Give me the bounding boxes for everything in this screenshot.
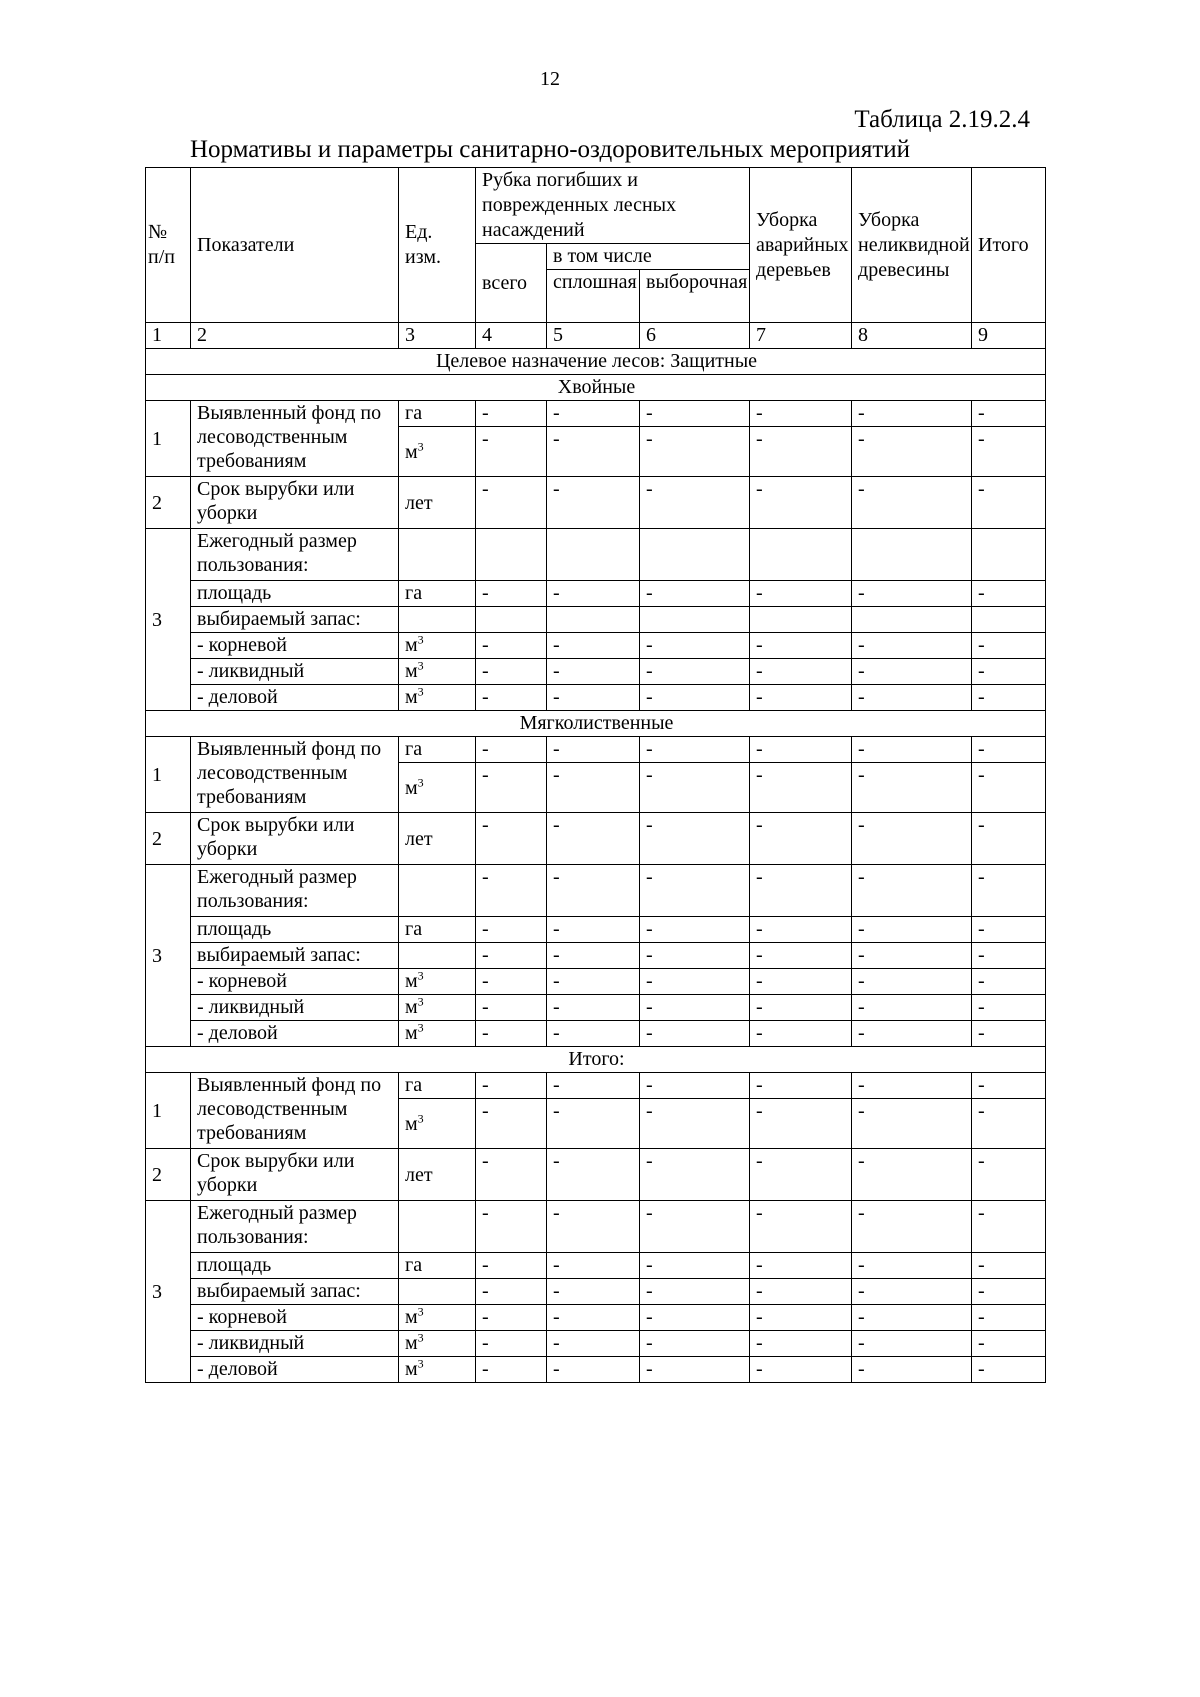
value-cell: - (640, 659, 750, 685)
value-cell: - (852, 477, 972, 529)
value-cell: - (640, 427, 750, 477)
row-number: 1 (146, 1073, 191, 1149)
value-cell: - (476, 685, 547, 711)
value-cell: - (547, 1149, 640, 1201)
value-cell: - (476, 1201, 547, 1253)
value-cell: - (972, 995, 1046, 1021)
page-number: 12 (540, 68, 560, 90)
value-cell: - (640, 477, 750, 529)
value-cell: - (547, 763, 640, 813)
value-cell: - (640, 917, 750, 943)
unit-cell (399, 607, 476, 633)
empty-cell (852, 607, 972, 633)
value-cell: - (852, 1099, 972, 1149)
table-row (146, 659, 1046, 685)
indicator-cell: выбираемый запас: (191, 607, 399, 633)
unit-cell: $м^3$ (399, 1021, 476, 1047)
value-cell: - (547, 685, 640, 711)
value-cell: - (972, 1331, 1046, 1357)
table-row (146, 401, 1046, 427)
table-row (146, 529, 1046, 581)
value-cell: - (852, 865, 972, 917)
col-number: 2 (191, 323, 399, 349)
value-cell: - (640, 1305, 750, 1331)
value-cell: - (640, 995, 750, 1021)
empty-cell (750, 607, 852, 633)
value-cell: - (852, 917, 972, 943)
table-row (146, 685, 1046, 711)
forest-purpose: Целевое назначение лесов: Защитные (146, 349, 1046, 375)
indicator-cell: Срок вырубки или уборки (191, 1149, 399, 1201)
unit-cell: га (399, 581, 476, 607)
indicator-cell: Выявленный фонд по лесоводственным требованиям (191, 401, 399, 477)
value-cell: - (476, 477, 547, 529)
empty-cell (972, 607, 1046, 633)
indicator-cell: - ликвидный (191, 995, 399, 1021)
section-row (146, 711, 1046, 737)
section-title: Хвойные (146, 375, 1046, 401)
row-number: 3 (146, 865, 191, 1047)
empty-cell (852, 529, 972, 581)
unit-cell: $м^3$ (399, 427, 476, 477)
value-cell: - (750, 1279, 852, 1305)
value-cell: - (852, 969, 972, 995)
value-cell: - (972, 1253, 1046, 1279)
value-cell: - (750, 1305, 852, 1331)
value-cell: - (476, 995, 547, 1021)
table-row (146, 607, 1046, 633)
header-clear: сплошная (547, 270, 640, 323)
value-cell: - (972, 685, 1046, 711)
unit-cell: га (399, 917, 476, 943)
value-cell: - (972, 477, 1046, 529)
row-number: 2 (146, 1149, 191, 1201)
value-cell: - (640, 1099, 750, 1149)
value-cell: - (640, 1149, 750, 1201)
empty-cell (476, 607, 547, 633)
value-cell: - (972, 1279, 1046, 1305)
unit-cell: лет (399, 477, 476, 529)
empty-cell (972, 529, 1046, 581)
value-cell: - (640, 763, 750, 813)
value-cell: - (476, 581, 547, 607)
empty-cell (750, 529, 852, 581)
indicator-cell: - ликвидный (191, 1331, 399, 1357)
header-total-sub: всего (476, 244, 547, 323)
value-cell: - (640, 685, 750, 711)
header-illiquid: Уборка неликвидной древесины (852, 168, 972, 323)
value-cell: - (972, 1099, 1046, 1149)
value-cell: - (476, 1099, 547, 1149)
value-cell: - (640, 1331, 750, 1357)
value-cell: - (476, 865, 547, 917)
value-cell: - (750, 865, 852, 917)
value-cell: - (547, 917, 640, 943)
value-cell: - (972, 659, 1046, 685)
value-cell: - (852, 1331, 972, 1357)
col-number: 4 (476, 323, 547, 349)
value-cell: - (852, 1021, 972, 1047)
unit-cell: $м^3$ (399, 1305, 476, 1331)
value-cell: - (476, 1073, 547, 1099)
unit-cell: $м^3$ (399, 995, 476, 1021)
value-cell: - (547, 1331, 640, 1357)
indicator-cell: площадь (191, 917, 399, 943)
unit-cell (399, 1279, 476, 1305)
value-cell: - (547, 1305, 640, 1331)
table-row (146, 1073, 1046, 1099)
empty-cell (640, 529, 750, 581)
value-cell: - (640, 969, 750, 995)
value-cell: - (972, 1073, 1046, 1099)
indicator-cell: - ликвидный (191, 659, 399, 685)
value-cell: - (852, 659, 972, 685)
value-cell: - (972, 1201, 1046, 1253)
value-cell: - (750, 995, 852, 1021)
value-cell: - (547, 995, 640, 1021)
unit-cell: га (399, 401, 476, 427)
value-cell: - (852, 995, 972, 1021)
value-cell: - (750, 1331, 852, 1357)
value-cell: - (750, 737, 852, 763)
value-cell: - (476, 917, 547, 943)
value-cell: - (750, 1357, 852, 1383)
table-row (146, 917, 1046, 943)
value-cell: - (852, 1201, 972, 1253)
value-cell: - (476, 763, 547, 813)
value-cell: - (852, 943, 972, 969)
value-cell: - (476, 1279, 547, 1305)
col-number: 6 (640, 323, 750, 349)
table-row (146, 995, 1046, 1021)
value-cell: - (476, 1021, 547, 1047)
unit-cell: $м^3$ (399, 969, 476, 995)
table-row (146, 581, 1046, 607)
col-number: 1 (146, 323, 191, 349)
table-row (146, 1201, 1046, 1253)
value-cell: - (547, 969, 640, 995)
value-cell: - (750, 1021, 852, 1047)
table-row (146, 1021, 1046, 1047)
header-emergency: Уборка аварийных деревьев (750, 168, 852, 323)
value-cell: - (476, 1305, 547, 1331)
value-cell: - (547, 1357, 640, 1383)
header-incl: в том числе (547, 244, 750, 270)
table-row (146, 1279, 1046, 1305)
header-total: Итого (972, 168, 1046, 323)
indicator-cell: площадь (191, 581, 399, 607)
value-cell: - (750, 1149, 852, 1201)
value-cell: - (476, 1357, 547, 1383)
empty-cell (476, 529, 547, 581)
unit-cell (399, 865, 476, 917)
table-row (146, 1253, 1046, 1279)
col-number: 3 (399, 323, 476, 349)
row-number: 3 (146, 529, 191, 711)
value-cell: - (972, 427, 1046, 477)
unit-cell: $м^3$ (399, 659, 476, 685)
indicator-cell: выбираемый запас: (191, 1279, 399, 1305)
value-cell: - (852, 1305, 972, 1331)
table-row (146, 1357, 1046, 1383)
value-cell: - (476, 633, 547, 659)
value-cell: - (972, 763, 1046, 813)
table-row (146, 1305, 1046, 1331)
unit-cell: $м^3$ (399, 763, 476, 813)
value-cell: - (547, 1073, 640, 1099)
unit-cell: $м^3$ (399, 1099, 476, 1149)
section-title: Мягколиственные (146, 711, 1046, 737)
value-cell: - (547, 477, 640, 529)
value-cell: - (476, 659, 547, 685)
value-cell: - (476, 1253, 547, 1279)
unit-cell: га (399, 1253, 476, 1279)
value-cell: - (640, 401, 750, 427)
row-number: 2 (146, 813, 191, 865)
value-cell: - (476, 813, 547, 865)
value-cell: - (476, 969, 547, 995)
value-cell: - (547, 943, 640, 969)
value-cell: - (972, 401, 1046, 427)
unit-cell (399, 529, 476, 581)
unit-cell: га (399, 1073, 476, 1099)
indicator-cell: Ежегодный размер пользования: (191, 865, 399, 917)
table-row (146, 865, 1046, 917)
table-row (146, 943, 1046, 969)
value-cell: - (750, 477, 852, 529)
value-cell: - (476, 427, 547, 477)
value-cell: - (640, 581, 750, 607)
value-cell: - (547, 633, 640, 659)
value-cell: - (476, 1149, 547, 1201)
value-cell: - (750, 633, 852, 659)
header-unit: Ед. изм. (399, 168, 476, 323)
value-cell: - (852, 813, 972, 865)
value-cell: - (750, 917, 852, 943)
value-cell: - (640, 1021, 750, 1047)
value-cell: - (852, 1073, 972, 1099)
value-cell: - (972, 1149, 1046, 1201)
value-cell: - (750, 1099, 852, 1149)
row-number: 2 (146, 477, 191, 529)
value-cell: - (750, 969, 852, 995)
unit-cell: $м^3$ (399, 685, 476, 711)
row-number: 1 (146, 737, 191, 813)
value-cell: - (750, 943, 852, 969)
value-cell: - (852, 427, 972, 477)
indicator-cell: Выявленный фонд по лесоводственным требованиям (191, 1073, 399, 1149)
value-cell: - (547, 1021, 640, 1047)
value-cell: - (750, 685, 852, 711)
indicator-cell: Выявленный фонд по лесоводственным требованиям (191, 737, 399, 813)
table-caption: Нормативы и параметры санитарно-оздоровительных мероприятий (189, 136, 911, 163)
value-cell: - (547, 401, 640, 427)
value-cell: - (972, 943, 1046, 969)
table-row (146, 1149, 1046, 1201)
value-cell: - (640, 1253, 750, 1279)
value-cell: - (750, 813, 852, 865)
indicator-cell: Ежегодный размер пользования: (191, 1201, 399, 1253)
indicator-cell: выбираемый запас: (191, 943, 399, 969)
unit-cell: $м^3$ (399, 633, 476, 659)
indicator-cell: - корневой (191, 1305, 399, 1331)
empty-cell (547, 529, 640, 581)
header-num: № п/п (146, 168, 191, 323)
value-cell: - (640, 943, 750, 969)
indicator-cell: Срок вырубки или уборки (191, 477, 399, 529)
section-row (146, 1047, 1046, 1073)
unit-cell: га (399, 737, 476, 763)
value-cell: - (547, 659, 640, 685)
value-cell: - (972, 1357, 1046, 1383)
unit-cell: лет (399, 813, 476, 865)
column-numbers-row (146, 323, 1046, 349)
value-cell: - (640, 1357, 750, 1383)
value-cell: - (750, 1073, 852, 1099)
value-cell: - (750, 659, 852, 685)
value-cell: - (476, 943, 547, 969)
unit-cell (399, 1201, 476, 1253)
value-cell: - (972, 969, 1046, 995)
unit-cell: $м^3$ (399, 1357, 476, 1383)
value-cell: - (972, 917, 1046, 943)
value-cell: - (972, 813, 1046, 865)
value-cell: - (547, 427, 640, 477)
value-cell: - (547, 1253, 640, 1279)
value-cell: - (852, 581, 972, 607)
value-cell: - (640, 737, 750, 763)
value-cell: - (852, 1149, 972, 1201)
value-cell: - (476, 737, 547, 763)
header-felling: Рубка погибших и поврежденных лесных насаждений (476, 168, 750, 244)
section-title: Итого: (146, 1047, 1046, 1073)
value-cell: - (972, 581, 1046, 607)
value-cell: - (547, 1201, 640, 1253)
value-cell: - (972, 633, 1046, 659)
indicator-cell: - деловой (191, 1021, 399, 1047)
value-cell: - (750, 763, 852, 813)
value-cell: - (750, 401, 852, 427)
col-number: 5 (547, 323, 640, 349)
table-row (146, 477, 1046, 529)
value-cell: - (640, 1279, 750, 1305)
value-cell: - (476, 1331, 547, 1357)
value-cell: - (972, 737, 1046, 763)
value-cell: - (852, 401, 972, 427)
value-cell: - (852, 1357, 972, 1383)
value-cell: - (547, 865, 640, 917)
value-cell: - (547, 581, 640, 607)
value-cell: - (750, 1201, 852, 1253)
section-row (146, 375, 1046, 401)
table-number: Таблица 2.19.2.4 (854, 106, 1030, 133)
indicator-cell: Срок вырубки или уборки (191, 813, 399, 865)
value-cell: - (852, 1253, 972, 1279)
value-cell: - (640, 1201, 750, 1253)
value-cell: - (547, 1099, 640, 1149)
indicator-cell: Ежегодный размер пользования: (191, 529, 399, 581)
col-number: 7 (750, 323, 852, 349)
table-row (146, 737, 1046, 763)
indicator-cell: - деловой (191, 1357, 399, 1383)
value-cell: - (640, 633, 750, 659)
indicator-cell: - корневой (191, 633, 399, 659)
table-row (146, 633, 1046, 659)
value-cell: - (972, 1305, 1046, 1331)
empty-cell (640, 607, 750, 633)
value-cell: - (972, 1021, 1046, 1047)
value-cell: - (547, 737, 640, 763)
col-number: 8 (852, 323, 972, 349)
header-selective: выборочная (640, 270, 750, 323)
value-cell: - (750, 1253, 852, 1279)
value-cell: - (852, 1279, 972, 1305)
unit-cell (399, 943, 476, 969)
value-cell: - (640, 813, 750, 865)
value-cell: - (750, 581, 852, 607)
value-cell: - (750, 427, 852, 477)
table-row (146, 1331, 1046, 1357)
value-cell: - (852, 763, 972, 813)
table-row (146, 969, 1046, 995)
header-indicator: Показатели (191, 168, 399, 323)
unit-cell: $м^3$ (399, 1331, 476, 1357)
table-row (146, 813, 1046, 865)
value-cell: - (852, 633, 972, 659)
value-cell: - (640, 1073, 750, 1099)
header-row-1 (146, 168, 1046, 244)
value-cell: - (547, 813, 640, 865)
col-number: 9 (972, 323, 1046, 349)
value-cell: - (640, 865, 750, 917)
indicator-cell: - деловой (191, 685, 399, 711)
indicator-cell: - корневой (191, 969, 399, 995)
indicator-cell: площадь (191, 1253, 399, 1279)
value-cell: - (476, 401, 547, 427)
empty-cell (547, 607, 640, 633)
row-number: 3 (146, 1201, 191, 1383)
value-cell: - (547, 1279, 640, 1305)
norms-table (145, 167, 1046, 1383)
unit-cell: лет (399, 1149, 476, 1201)
purpose-row (146, 349, 1046, 375)
row-number: 1 (146, 401, 191, 477)
value-cell: - (972, 865, 1046, 917)
value-cell: - (852, 685, 972, 711)
value-cell: - (852, 737, 972, 763)
